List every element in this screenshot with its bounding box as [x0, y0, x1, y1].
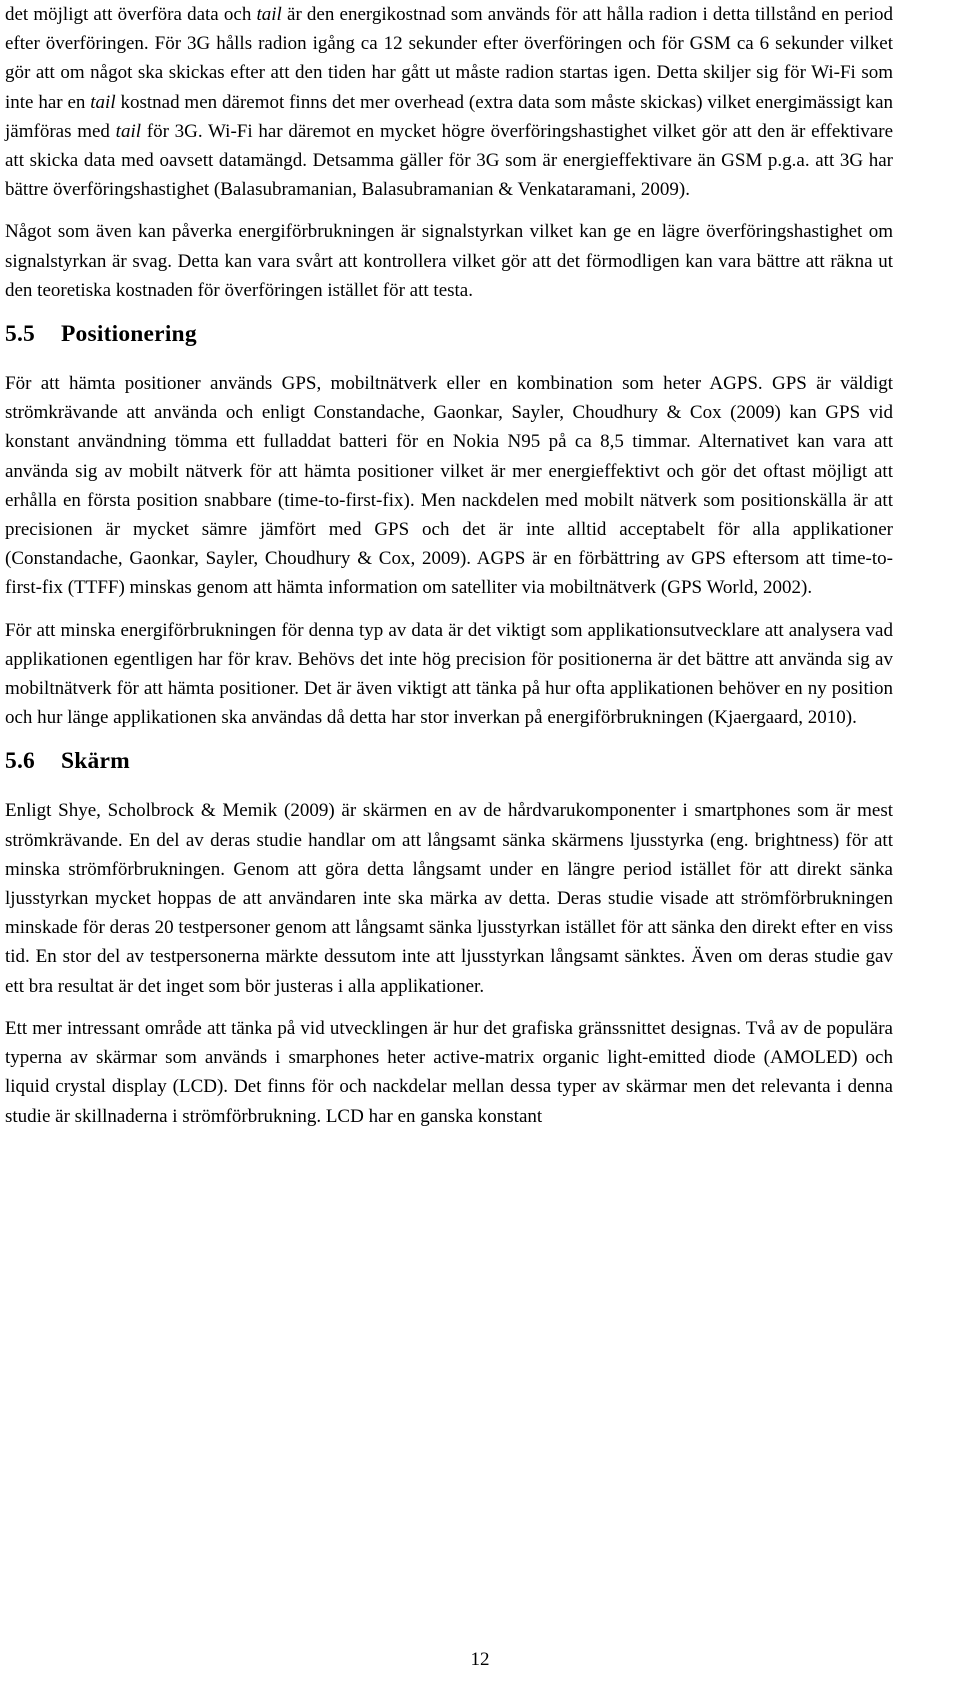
- italic-term: tail: [115, 120, 142, 142]
- paragraph-screen-types: Ett mer intressant område att tänka på vid utvecklingen är hur det grafiska gränssnittet designas. Två av de populära typerna av skärmar som används i smarphones heter active-matrix organic light-emitted diode (AMOLED) och liquid crystal display (LCD). Det finns för och nackdelar mellan dessa typer av skärmar men det relevanta i denna studie är skillnaderna i strömförbrukning. LCD har en ganska konstant: [5, 1017, 893, 1127]
- section-number: 5.5: [5, 321, 35, 348]
- section-heading-skarm: [5, 746, 893, 776]
- paragraph-gps: För att hämta positioner används GPS, mobiltnätverk eller en kombination som heter AGPS. GPS är väldigt strömkrävande att använda och enligt Constandache, Gaonkar, Sayler, Choudhury & Cox (2009) kan GPS vid konstant användning tömma ett fulladdat batteri för en Nokia N95 på ca 8,5 timmar. Alternativet kan vara att använda sig av mobilt nätverk för att hämta positioner vilket är mer energieffektivt och gör det oftast möjligt att erhålla en första position snabbare (time-to-first-fix). Men nackdelen med mobilt nätverk som positionskälla är att precisionen är mycket sämre jämfört med GPS och det är inte alltid acceptabelt för alla applikationer (Constandache, Gaonkar, Sayler, Choudhury & Cox, 2009). AGPS är en förbättring av GPS eftersom att time-to-first-fix (TTFF) minskas genom att hämta information om satelliter via mobiltnätverk (GPS World, 2002).: [5, 373, 893, 599]
- italic-term: tail: [90, 91, 116, 113]
- section-number: 5.6: [5, 748, 35, 775]
- section-title: Skärm: [61, 748, 130, 775]
- section-title: Positionering: [61, 321, 197, 348]
- paragraph-signal-strength: Något som även kan påverka energiförbrukningen är signalstyrkan vilket kan ge en lägre överföringshastighet om signalstyrkan är svag. Detta kan vara svårt att kontrollera vilket gör att det förmodligen kan vara bättre att räkna ut den teoretiska kostnaden för överföringen istället för att testa.: [5, 221, 893, 301]
- section-heading-positionering: [5, 319, 893, 349]
- text-run: det möjligt att överföra data och: [5, 4, 257, 25]
- paragraph-screen-brightness: Enligt Shye, Scholbrock & Memik (2009) är skärmen en av de hårdvarukomponenter i smartphones som är mest strömkrävande. En del av deras studie handlar om att långsamt sänka skärmens ljusstyrka (eng. brightness) för att minska strömförbrukningen. Genom att göra detta långsamt under en längre period istället för att direkt sänka ljusstyrkan mycket hoppas de att användaren inte ska märka av detta. Deras studie visade att strömförbrukningen minskade för deras 20 testpersoner genom att långsamt sänka ljusstyrkan istället för att sänka den direkt efter en viss tid. En stor del av testpersonerna märkte dessutom inte att ljusstyrkan långsamt sänktes. Även om deras studie gav ett bra resultat är det inget som bör justeras i alla applikationer.: [5, 800, 893, 997]
- text-run: kostnad men däremot finns det mer overhead (extra data som måste skickas) vilket energimässigt kan jämföras med: [5, 91, 894, 142]
- text-run: är den energikostnad som används för att hålla radion i detta tillstånd en period efter överföringen. För 3G hålls radion igång ca 12 sekunder efter överföringen och för GSM ca 6 sekunder vilket gör att om något ska skickas efter att den tiden har gått ut måste radion startas igen. Detta skiljer sig för Wi-Fi som inte har en: [5, 4, 893, 113]
- page-number: 12: [470, 1649, 490, 1670]
- text-run: för 3G. Wi-Fi har däremot en mycket högre överföringshastighet vilket gör att den är effektivare att skicka data med oavsett datamängd. Detsamma gäller för 3G som är energieffektivare än GSM p.g.a. att 3G har bättre överföringshastighet (Balasubramanian, Balasubramanian & Venkataramani, 2009).: [5, 120, 894, 201]
- paragraph-radio-tail: [5, 0, 893, 204]
- paragraph-positioning-advice: För att minska energiförbrukningen för denna typ av data är det viktigt som applikationsutvecklare att analysera vad applikationen egentligen har för krav. Behövs det inte hög precision för positionerna är det bättre att använda sig av mobiltnätverk för att hämta positioner. Det är även viktigt att tänka på hur ofta applikationen behöver en ny position och hur länge applikationen ska användas då detta har stor inverkan på energiförbrukningen (Kjaergaard, 2010).: [5, 619, 893, 729]
- italic-term: tail: [256, 4, 282, 25]
- page-body: [5, 0, 893, 1144]
